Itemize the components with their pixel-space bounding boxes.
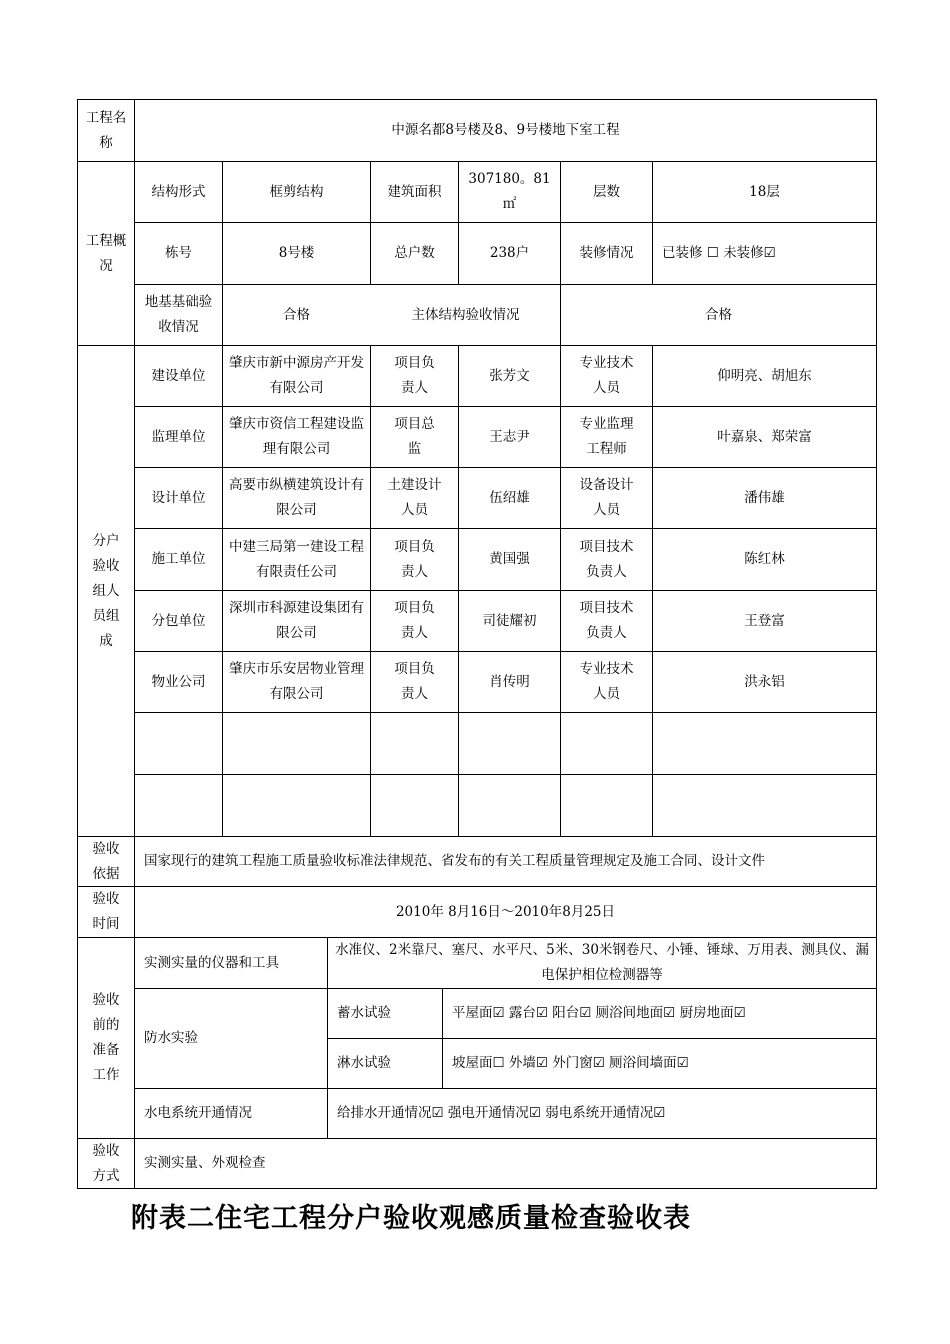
building-label: 栋号	[165, 245, 192, 261]
foundation-value: 合格	[283, 306, 310, 323]
team-lead-title: 项目负责人	[394, 600, 435, 641]
team-role: 设计单位	[151, 489, 206, 506]
floors-value: 18层	[749, 183, 780, 200]
team-lead-title: 土建设计人员	[387, 477, 442, 518]
team-org: 肇庆市乐安居物业管理有限公司	[229, 661, 364, 702]
project-name-label: 工程名称	[85, 109, 127, 151]
team-lead-title: 项目负责人	[394, 355, 435, 396]
team-org: 肇庆市资信工程建设监理有限公司	[229, 416, 364, 457]
team-role: 建设单位	[151, 367, 206, 384]
team-tech: 潘伟雄	[744, 489, 785, 506]
team-role: 监理单位	[151, 428, 206, 445]
utilities-label: 水电系统开通情况	[144, 1105, 252, 1121]
overview-label: 工程概况	[85, 232, 127, 274]
project-name-value: 中源名都8号楼及8、9号楼地下室工程	[391, 122, 620, 138]
spray-label: 淋水试验	[337, 1055, 391, 1071]
method-value: 实测实量、外观检查	[144, 1155, 266, 1171]
team-role: 物业公司	[151, 673, 206, 690]
team-tech: 仰明亮、胡旭东	[717, 367, 812, 384]
storage-label: 蓄水试验	[337, 1005, 391, 1021]
appendix-title: 附表二住宅工程分户验收观感质量检查验收表	[131, 1203, 691, 1234]
structure-label: 结构形式	[151, 183, 206, 200]
team-org: 肇庆市新中源房产开发有限公司	[229, 355, 364, 396]
team-tech-title: 项目技术负责人	[579, 600, 634, 641]
team-lead: 黄国强	[489, 551, 530, 567]
building-value: 8号楼	[278, 245, 315, 261]
team-tech-title: 设备设计人员	[579, 477, 634, 518]
team-lead-title: 项目负责人	[394, 538, 435, 580]
main-structure-value: 合格	[705, 306, 732, 323]
area-value: 307180。81㎡	[468, 171, 551, 212]
storage-value: 平屋面☑ 露台☑ 阳台☑ 厕浴间地面☑ 厨房地面☑	[452, 1005, 746, 1021]
team-tech: 叶嘉泉、郑荣富	[717, 428, 812, 445]
area-label: 建筑面积	[387, 183, 442, 200]
floors-label: 层数	[593, 183, 620, 200]
basis-label: 验收依据	[92, 840, 120, 882]
prep-label: 验收前的准备工作	[92, 992, 120, 1083]
team-tech: 洪永铝	[744, 673, 785, 690]
team-lead: 伍绍雄	[489, 489, 530, 506]
team-tech-title: 专业技术人员	[579, 355, 634, 396]
team-tech-title: 专业监理工程师	[579, 416, 634, 457]
team-lead: 王志尹	[489, 428, 530, 445]
team-lead: 肖传明	[489, 673, 530, 690]
households-value: 238户	[489, 245, 530, 261]
time-value: 2010年 8月16日～2010年8月25日	[395, 903, 616, 920]
time-label: 验收时间	[92, 891, 120, 932]
team-lead-title: 项目负责人	[394, 661, 435, 702]
basis-value: 国家现行的建筑工程施工质量验收标准法律规范、省发布的有关工程质量管理规定及施工合同、设计文件	[144, 853, 765, 869]
team-tech-title: 专业技术人员	[579, 661, 634, 702]
team-lead: 张芳文	[489, 367, 530, 384]
main-structure-label: 主体结构验收情况	[411, 306, 520, 323]
method-label: 验收方式	[92, 1142, 120, 1184]
team-tech: 陈红林	[744, 551, 785, 567]
team-role: 分包单位	[151, 612, 206, 629]
tools-label: 实测实量的仪器和工具	[144, 954, 279, 971]
team-lead-title: 项目总监	[394, 416, 435, 457]
spray-value: 坡屋面☐ 外墙☑ 外门窗☑ 厕浴间墙面☑	[452, 1055, 689, 1071]
decoration-label: 装修情况	[579, 245, 634, 261]
structure-value: 框剪结构	[269, 183, 324, 200]
team-org: 中建三局第一建设工程有限责任公司	[229, 538, 364, 580]
foundation-label: 地基基础验收情况	[144, 294, 213, 335]
team-lead: 司徒耀初	[482, 612, 537, 629]
team-org: 高要市纵横建筑设计有限公司	[229, 477, 364, 518]
team-org: 深圳市科源建设集团有限公司	[229, 600, 364, 641]
team-tech-title: 项目技术负责人	[579, 538, 634, 580]
tools-value: 水准仪、2米靠尺、塞尺、水平尺、5米、30米钢卷尺、小锤、锤球、万用表、测具仪、漏电保护相位检测器等	[335, 942, 869, 983]
team-role: 施工单位	[151, 551, 206, 567]
team-label: 分户验收组人员组成	[92, 532, 120, 649]
waterproof-label: 防水实验	[144, 1030, 198, 1046]
households-label: 总户数	[394, 245, 435, 261]
utilities-value: 给排水开通情况☑ 强电开通情况☑ 弱电系统开通情况☑	[337, 1105, 666, 1121]
team-tech: 王登富	[744, 612, 785, 629]
decoration-value: 已装修 ☐ 未装修☑	[662, 245, 776, 261]
